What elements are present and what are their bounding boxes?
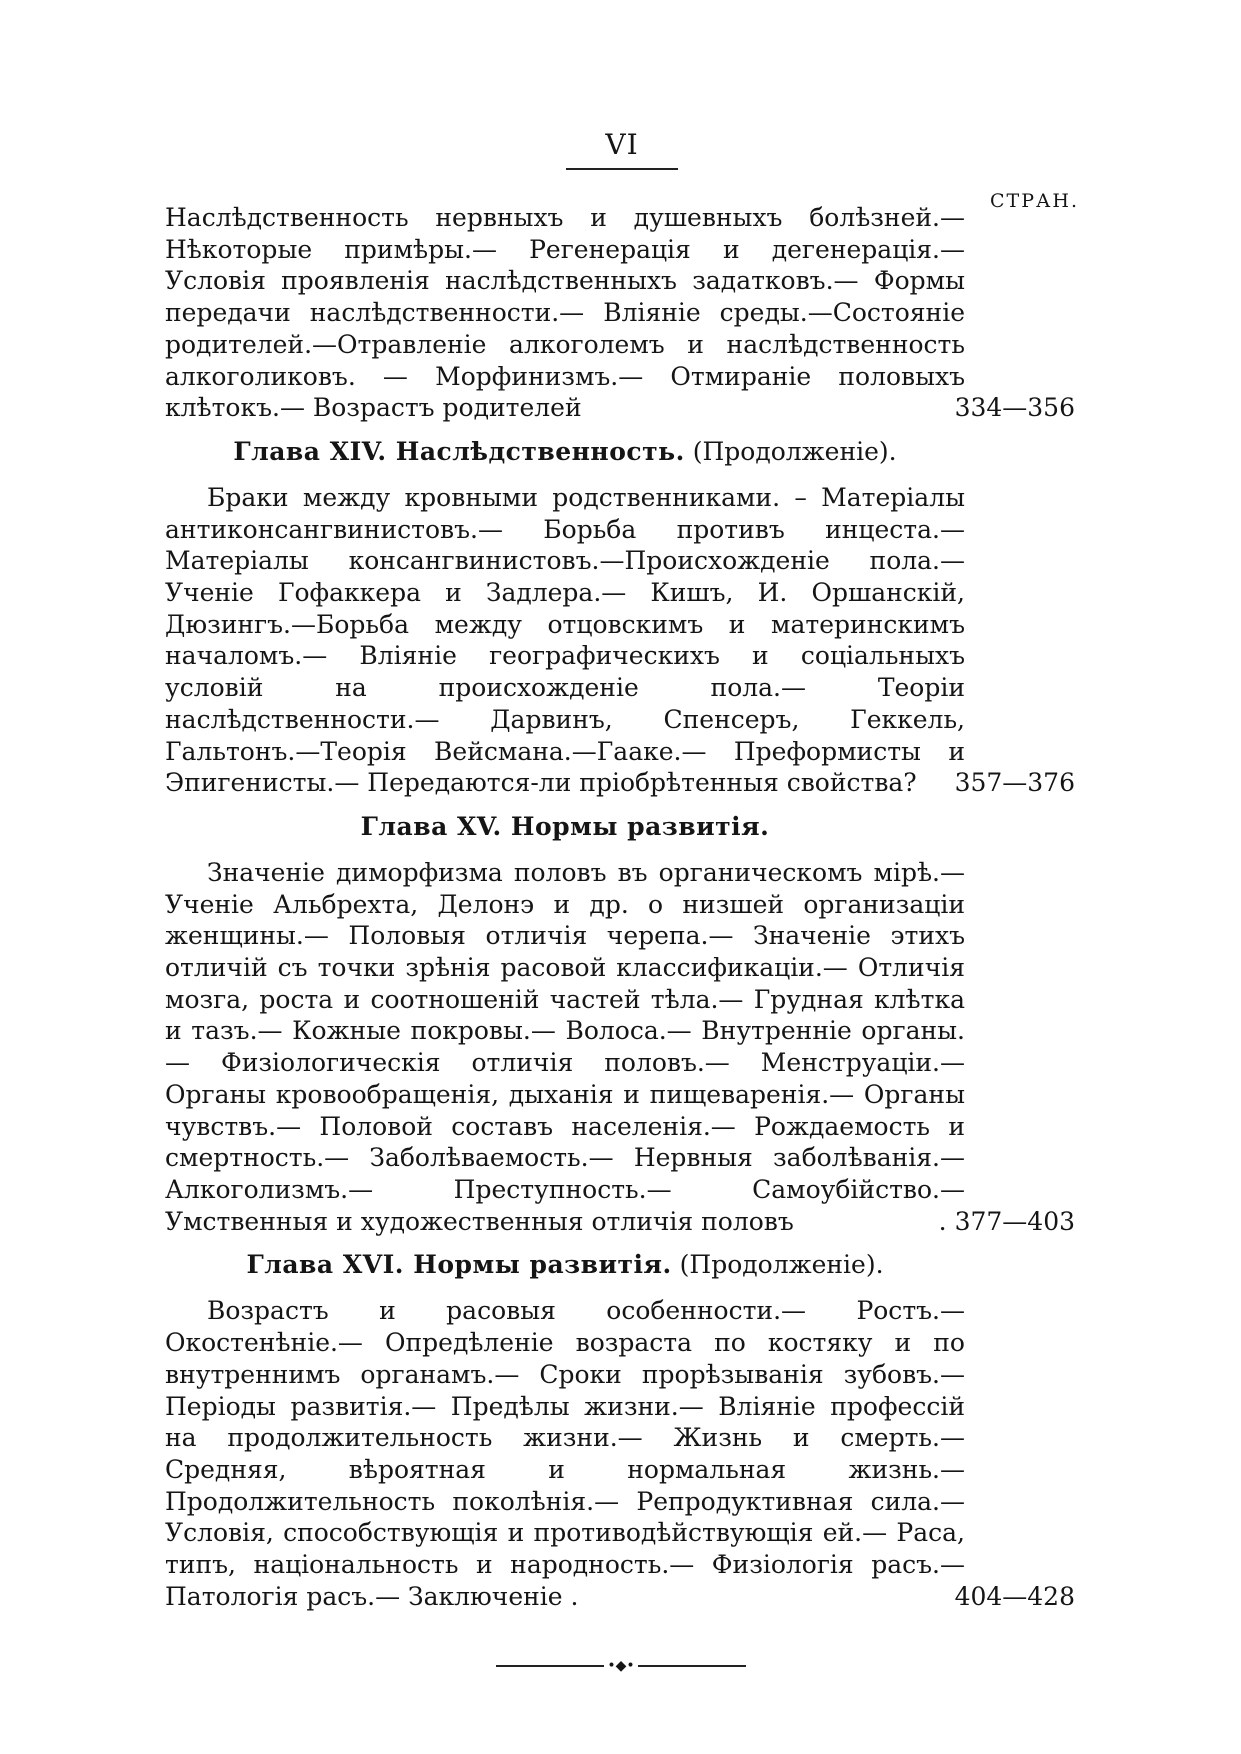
- page-range: 334—356: [954, 393, 1075, 423]
- chapter-title-note: (Продолженіе).: [671, 1250, 884, 1280]
- chapter-title: Глава XVI. Нормы развитія.: [246, 1250, 672, 1280]
- table-of-contents: [165, 202, 1075, 1624]
- pages-column-label: СТРАН.: [990, 190, 1079, 212]
- toc-entry: [165, 482, 1075, 799]
- chapter-summary: Возрастъ и расовыя особенности.— Ростъ.— Окостенѣніе.— Опредѣленіе возраста по костяку и по внутреннимъ органамъ.— Сроки прорѣзыванія зубовъ.— Періоды развитія.— Предѣлы жизни.— Вліяніе профессій на продолжительность жизни.— Жизнь и смерть.— Средняя, вѣроятная и нормальная жизнь.— Продолжительность поколѣнія.— Репродуктивная сила.— Условія, способствующія и противодѣйствующія ей.— Раса, типъ, національность и народность.— Физіологія расъ.—Патологія расъ.— Заключеніе .: [165, 1296, 965, 1611]
- chapter-heading: [165, 436, 965, 468]
- chapter-summary: Браки между кровными родственниками. – Матеріалы антиконсангвинистовъ.— Борьба противъ инцеста.— Матеріалы консангвинистовъ.—Происхожденіе пола.— Ученіе Гофаккера и Задлера.— Кишъ, И. Оршанскій, Дюзингъ.—Борьба между отцовскимъ и материнскимъ началомъ.— Вліяніе географическихъ и соціальныхъ условій на происхожденіе пола.— Теоріи наслѣдственности.— Дарвинъ, Спенсеръ, Геккель, Гальтонъ.—Теорія Вейсмана.—Гааке.— Преформисты и Эпигенисты.— Передаются-ли пріобрѣтенныя свойства?: [165, 482, 965, 798]
- toc-entry: [165, 857, 1075, 1237]
- page-range: 357—376: [954, 768, 1075, 798]
- chapter-title: Глава XV. Нормы развитія.: [360, 811, 770, 841]
- page-number-rule: [566, 168, 678, 170]
- chapter-summary: Значеніе диморфизма половъ въ органическомъ мірѣ.—Ученіе Альбрехта, Делонэ и др. о низшей организаціи женщины.— Половыя отличія черепа.— Значеніе этихъ отличій съ точки зрѣнія расовой классификаціи.— Отличія мозга, роста и соотношеній частей тѣла.— Грудная клѣтка и тазъ.— Кожные покровы.— Волоса.— Внутренніе органы.— Физіологическія отличія половъ.— Менструаціи.—Органы кровообращенія, дыханія и пищеваренія.— Органы чувствъ.— Половой составъ населенія.— Рождаемость и смертность.— Заболѣваемость.— Нервныя заболѣванія.— Алкоголизмъ.— Преступность.— Самоубійство.— Умственныя и художественныя отличія половъ: [165, 857, 965, 1236]
- page-range: . 377—403: [938, 1206, 1075, 1236]
- ornament-dots-icon: •◆•: [604, 1660, 638, 1672]
- toc-entry: [165, 202, 1075, 424]
- chapter-heading: [165, 1249, 965, 1281]
- chapter-title: Глава XIV. Наслѣдственность.: [233, 436, 685, 466]
- toc-entry: [165, 1295, 1075, 1612]
- page-range: 404—428: [954, 1581, 1075, 1611]
- page-number: VI: [605, 128, 639, 161]
- chapter-summary: Наслѣдственность нервныхъ и душевныхъ болѣзней.— Нѣкоторые примѣры.— Регенерація и дегенерація.— Условія проявленія наслѣдственныхъ задатковъ.— Формы передачи наслѣдственности.— Вліяніе среды.—Состояніе родителей.—Отравленіе алкоголемъ и наслѣдственность алкоголиковъ. — Морфинизмъ.— Отмираніе половыхъ клѣтокъ.— Возрастъ родителей: [165, 203, 965, 423]
- chapter-title-note: (Продолженіе).: [684, 436, 897, 466]
- end-ornament: [496, 1660, 746, 1672]
- chapter-heading: [165, 811, 965, 843]
